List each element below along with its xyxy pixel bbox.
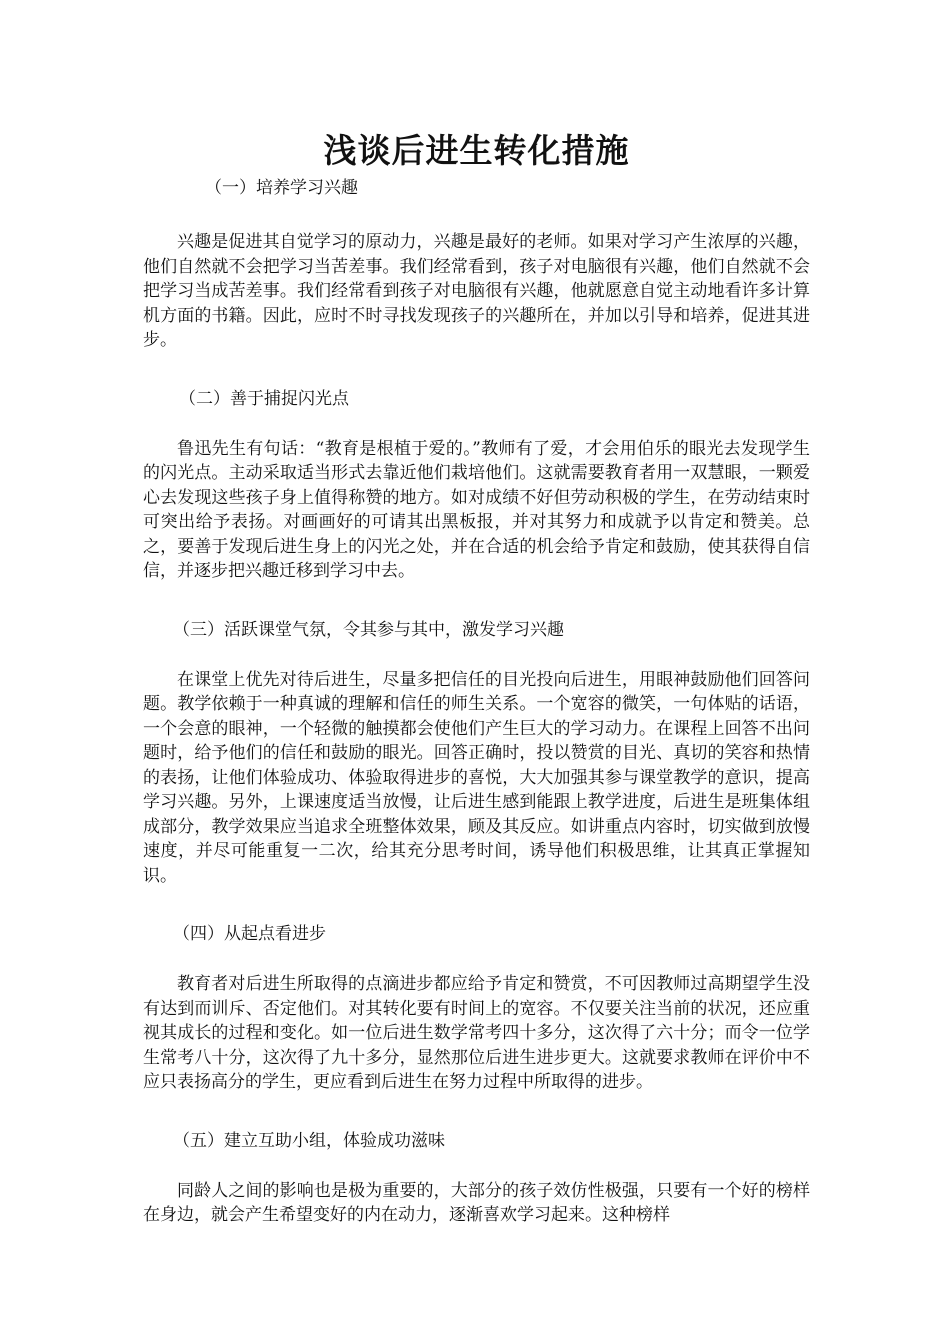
section-heading-1: （一）培养学习兴趣: [205, 178, 358, 198]
section-body-3: 在课堂上优先对待后进生，尽量多把信任的目光投向后进生，用眼神鼓励他们回答问题。教学依赖于一种真诚的理解和信任的师生关系。一个宽容的微笑，一句体贴的话语，一个会意的眼神，一个轻微的触摸都会使他们产生巨大的学习动力。在课程上回答不出问题时，给予他们的信任和鼓励的眼光。回答正确时，投以赞赏的目光、真切的笑容和热情的表扬，让他们体验成功、体验取得进步的喜悦，大大加强其参与课堂教学的意识，提高学习兴趣。另外，上课速度适当放慢，让后进生感到能跟上教学进度，后进生是班集体组成部分，教学效果应当追求全班整体效果，顾及其反应。如讲重点内容时，切实做到放慢速度，并尽可能重复一二次，给其充分思考时间，诱导他们积极思维，让其真正掌握知识。: [143, 669, 810, 886]
section-heading-5: （五）建立互助小组，体验成功滋味: [173, 1130, 445, 1151]
section-body-5: 同龄人之间的影响也是极为重要的，大部分的孩子效仿性极强，只要有一个好的榜样在身边，就会产生希望变好的内在动力，逐渐喜欢学习起来。这种榜样: [143, 1180, 810, 1225]
section-body-4: 教育者对后进生所取得的点滴进步都应给予肯定和赞赏，不可因教师过高期望学生没有达到而训斥、否定他们。对其转化要有时间上的宽容。不仅要关注当前的状况，还应重视其成长的过程和变化。如一位后进生数学常考四十多分，这次得了六十分；而令一位学生常考八十分，这次得了九十多分，显然那位后进生进步更大。这就要求教师在评价中不应只表扬高分的学生，更应看到后进生在努力过程中所取得的进步。: [143, 974, 810, 1092]
section-heading-4: （四）从起点看进步: [173, 924, 326, 944]
section-body-1: 兴趣是促进其自觉学习的原动力，兴趣是最好的老师。如果对学习产生浓厚的兴趣，他们自然就不会把学习当苦差事。我们经常看到，孩子对电脑很有兴趣，他们自然就不会把学习当成苦差事。我们经常看到孩子对电脑很有兴趣，他就愿意自觉主动地看许多计算机方面的书籍。因此，应时不时寻找发现孩子的兴趣所在，并加以引导和培养，促进其进步。: [143, 232, 810, 350]
section-heading-2: （二）善于捕捉闪光点: [179, 388, 349, 409]
section-body-2: 鲁迅先生有句话：“教育是根植于爱的。”教师有了爱，才会用伯乐的眼光去发现学生的闪光点。主动采取适当形式去靠近他们栽培他们。这就需要教育者用一双慧眼，一颗爱心去发现这些孩子身上值得称赞的地方。如对成绩不好但劳动积极的学生，在劳动结束时可突出给予表扬。对画画好的可请其出黑板报，并对其努力和成就予以肯定和赞美。总之，要善于发现后进生身上的闪光之处，并在合适的机会给予肯定和鼓励，使其获得自信信，并逐步把兴趣迁移到学习中去。: [143, 438, 810, 581]
section-heading-3: （三）活跃课堂气氛，令其参与其中，激发学习兴趣: [173, 619, 564, 640]
document-title: 浅谈后进生转化措施: [323, 131, 630, 170]
